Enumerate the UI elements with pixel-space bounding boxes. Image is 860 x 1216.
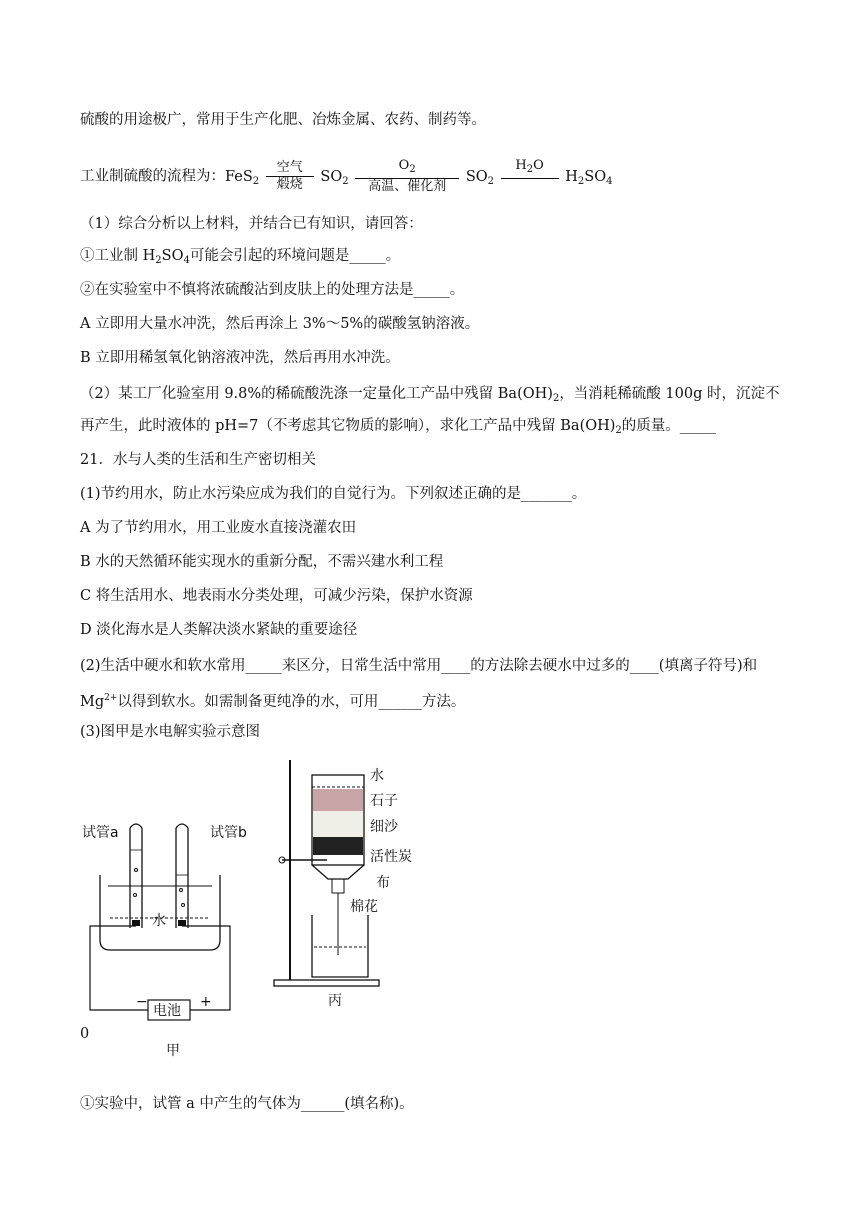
question-21-1: (1)节约用水，防止水污染应成为我们的自觉行为。下列叙述正确的是_______。: [80, 486, 587, 502]
option-a: A 立即用大量水冲洗，然后再涂上 3%～5%的碳酸氢钠溶液。: [80, 316, 480, 332]
caption-jia: 甲: [166, 1043, 180, 1059]
option-21-b: B 水的天然循环能实现水的重新分配，不需兴建水利工程: [80, 554, 444, 570]
label-cotton: 棉花: [350, 899, 378, 915]
label-cloth: 布: [376, 875, 390, 891]
label-battery: 电池: [153, 1003, 181, 1019]
question-1b: ②在实验室中不慎将浓硫酸沾到皮肤上的处理方法是_____。: [80, 282, 465, 298]
formula-h2so4: $H_2SO_4$: [565, 168, 613, 187]
question-21-3: (3)图甲是水电解实验示意图: [80, 724, 261, 740]
label-water-jia: 水: [152, 913, 166, 929]
formula-so3: $SO_2$: [465, 168, 495, 187]
question-21-2-line-1: (2)生活中硬水和软水常用_____来区分，日常生活中常用____的方法除去硬水中过多的____(填离子符号)和: [80, 658, 758, 674]
label-plus: +: [200, 994, 212, 1010]
question-21-3a: ①实验中，试管 a 中产生的气体为______(填名称)。: [80, 1096, 414, 1112]
option-21-a: A 为了节约用水，用工业废水直接浇灌农田: [80, 520, 357, 536]
arrow-roast: 空气 煅烧: [266, 160, 314, 193]
option-21-d: D 淡化海水是人类解决淡水紧缺的重要途径: [80, 622, 358, 638]
figure-number: 0: [80, 1026, 90, 1042]
question-2-line-1: （2）某工厂化验室用 9.8%的稀硫酸洗涤一定量化工产品中残留 $Ba(OH)_2$，当消耗稀硫酸 100g 时，沉淀不: [80, 386, 780, 404]
label-stone: 石子: [370, 793, 398, 809]
question-1a: ①工业制 $H_2SO_4$可能会引起的环境问题是_____。: [80, 248, 401, 266]
option-b: B 立即用稀氢氧化钠溶液冲洗，然后再用水冲洗。: [80, 350, 400, 366]
label-minus: −: [136, 994, 148, 1010]
formula-so2: $SO_2$: [320, 168, 349, 187]
label-carbon: 活性炭: [370, 849, 412, 865]
paragraph-sulfuric-acid-uses: 硫酸的用途极广，常用于生产化肥、冶炼金属、农药、制药等。: [80, 112, 486, 128]
label-tube-b: 试管b: [210, 825, 247, 841]
arrow-water: $H_2O$: [501, 158, 559, 195]
question-21-2-line-2: $Mg^{2+}$以得到软水。如需制备更纯净的水，可用______方法。: [80, 693, 466, 710]
flow-prefix: 工业制硫酸的流程为：: [80, 168, 225, 185]
label-tube-a: 试管a: [82, 825, 119, 841]
caption-bing: 丙: [328, 993, 342, 1009]
experiment-figures: [80, 750, 420, 1059]
formula-fes2: FeS$_2$: [225, 168, 260, 187]
question-21-title: 21．水与人类的生活和生产密切相关: [80, 452, 316, 468]
label-water-bing: 水: [370, 768, 384, 784]
question-1: （1）综合分析以上材料，并结合已有知识，请回答：: [80, 216, 423, 232]
flow-equation: [80, 158, 612, 195]
arrow-catalyst: $O_2$ 高温、催化剂: [355, 158, 459, 195]
label-sand: 细沙: [370, 819, 398, 835]
option-21-c: C 将生活用水、地表雨水分类处理，可减少污染，保护水资源: [80, 588, 473, 604]
question-2-line-2: 再产生，此时液体的 pH=7（不考虑其它物质的影响），求化工产品中残留 $Ba(OH)_2$的质量。_____: [80, 418, 717, 436]
